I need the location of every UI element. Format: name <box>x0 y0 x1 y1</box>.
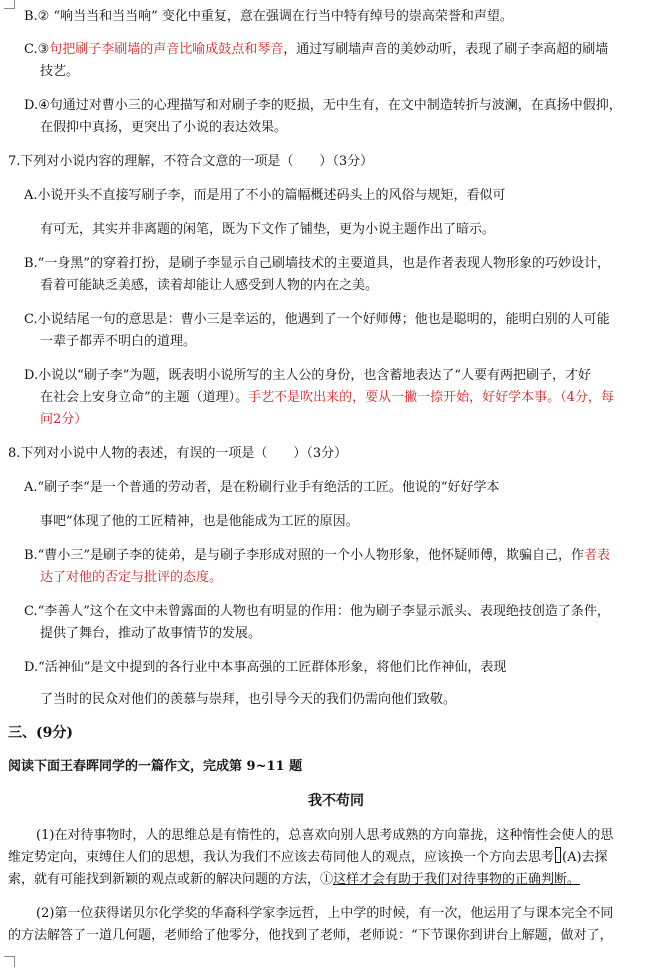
q6-option-d-line2: 在假抑中真扬，更突出了小说的表达效果。 <box>40 120 288 135</box>
essay-p2-line1: (2)第一位获得诺贝尔化学奖的华裔科学家李远哲，上中学的时候，有一次，他运用了与课本完全不同 <box>36 906 614 921</box>
essay-p1-line1: (1)在对待事物时，人的思维总是有惰性的，总喜欢向别人思考成熟的方向靠拢，这种惰性会使人的思 <box>36 828 614 843</box>
q8-stem: 8.下列对小说中人物的表述，有误的一项是（ ）（3分） <box>8 446 348 461</box>
q6-option-c-line2: 技艺。 <box>40 64 80 79</box>
q8-option-b <box>24 545 610 567</box>
q7-answer-note-line2: 问2分） <box>40 412 88 427</box>
q8-option-d: D.“活神仙”是文中提到的各行业中本事高强的工匠群体形象，将他们比作神仙，表现 <box>24 660 507 675</box>
q6-option-c <box>24 39 608 61</box>
q8-option-a-line2: 事吧”体现了他的工匠精神，也是他能成为工匠的原因。 <box>40 514 359 529</box>
page-corner-mark-top-left <box>4 0 15 9</box>
q6-option-d: D.④句通过对曹小三的心理描写和对刷子李的贬损，无中生有，在文中制造转折与波澜，在真扬中假抑， <box>24 98 622 113</box>
q7-option-a: A.小说开头不直接写刷子李，而是用了不小的篇幅概述码头上的风俗与规矩，看似可 <box>24 188 506 203</box>
q6-option-c-rest: ，通过写刷墙声音的美妙动听，表现了刷子李高超的刷墙 <box>283 42 609 57</box>
essay-p1-underlined: 这样才会有助于我们对待事物的正确判断。 <box>333 872 581 887</box>
q8-option-b-highlight: 者表 <box>583 548 610 563</box>
q7-option-c: C.小说结尾一句的意思是：曹小三是幸运的，他遇到了一个好师傅；他也是聪明的，能明白别的人可能 <box>24 312 610 327</box>
q6-option-c-prefix: C.③ <box>24 42 50 57</box>
q7-option-b-line2: 看着可能缺乏美感，读着却能让人感受到人物的内在之美。 <box>40 278 379 293</box>
q7-option-c-line2: 一辈子都弄不明白的道理。 <box>40 334 197 349</box>
q8-option-c: C.“李善人”这个在文中未曾露面的人物也有明显的作用：他为刷子李显示派头、表现绝技创造了条件， <box>24 604 610 619</box>
essay-p2-line2: 的方法解答了一道几何题，老师给了他零分，他找到了老师，老师说：“下节课你到讲台上解题，做对了， <box>8 928 613 943</box>
q7-answer-note: 手艺不是吹出来的，要从一撇一捺开始，好好学本事。（4分，每 <box>248 390 614 405</box>
essay-p1-line2 <box>8 847 608 869</box>
q7-option-d: D.小说以“刷子李”为题，既表明小说所写的主人公的身份，也含蓄地表达了“人要有两把刷子，才好 <box>24 368 592 383</box>
blank-box <box>555 847 561 863</box>
q8-option-d-line2: 了当时的民众对他们的羡慕与崇拜，也引导今天的我们仍需向他们致敬。 <box>40 692 457 707</box>
section-instruction: 阅读下面王春晖同学的一篇作文，完成第 9~11 题 <box>8 759 303 774</box>
essay-p1-line3 <box>8 869 580 891</box>
q7-stem: 7.下列对小说内容的理解，不符合文意的一项是（ ）（3分） <box>8 154 374 169</box>
q8-option-a: A.“刷子李“是一个普通的劳动者，是在粉刷行业手有绝活的工匠。他说的“好好学本 <box>24 480 500 495</box>
q8-option-b-text: B.“曹小三”是刷子李的徒弟，是与刷子李形成对照的一个小人物形象，他怀疑师傅，欺骗自己，作 <box>24 548 584 563</box>
q7-option-b: B.“一身黑”的穿着打扮，是刷子李显示自己刷墙技术的主要道具，也是作者表现人物形象的巧妙设计， <box>24 256 610 271</box>
q7-option-d-line2 <box>40 387 614 409</box>
essay-p1-line2-tail: (A)去探 <box>562 850 608 865</box>
q8-option-b-line2: 达了对他的否定与批评的态度。 <box>40 570 223 585</box>
q7-option-a-line2: 有可无，其实并非离题的闲笔，既为下文作了铺垫，更为小说主题作出了暗示。 <box>40 222 496 237</box>
section-heading: 三、(9分) <box>8 725 73 741</box>
q7-option-d-line2-text: 在社会上安身立命”的主题（道理）。 <box>40 390 249 405</box>
q8-option-c-line2: 提供了舞台，推动了故事情节的发展。 <box>40 626 262 641</box>
q6-option-c-highlight: 句把刷子李刷墙的声音比喻成鼓点和琴音 <box>49 42 284 57</box>
essay-p1-line3-text: 索，就有可能找到新颖的观点或新的解决问题的方法，① <box>8 872 334 887</box>
essay-title: 我不苟同 <box>308 793 364 809</box>
essay-p1-line2-text: 维定势定向，束缚住人们的思想，我认为我们不应该去苟同他人的观点，应该换一个方向去思考 <box>8 850 555 865</box>
q6-option-b: B.② “响当当和当当响” 变化中重复，意在强调在行当中特有绰号的崇高荣誉和声望。 <box>24 9 513 24</box>
page-corner-mark-bottom-left <box>4 956 15 967</box>
